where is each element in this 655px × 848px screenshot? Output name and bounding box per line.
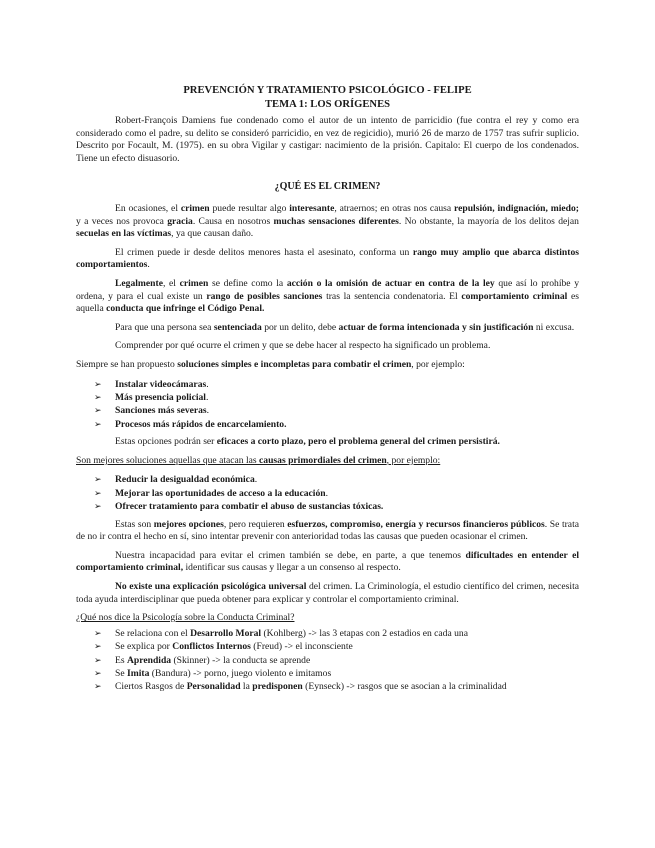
list-item: ➢ Más presencia policial. xyxy=(94,391,209,403)
arrow-bullet-icon: ➢ xyxy=(94,501,102,512)
arrow-bullet-icon: ➢ xyxy=(94,418,102,429)
list-item: ➢ Se explica por Conflictos Internos (Freud) -> el inconsciente xyxy=(94,641,353,653)
list-item: ➢ Se relaciona con el Desarrollo Moral (Kohlberg) -> las 3 etapas con 2 estadios en cada una xyxy=(94,627,468,639)
list-item: ➢ Ofrecer tratamiento para combatir el abuso de sustancias tóxicas. xyxy=(94,501,384,513)
arrow-bullet-icon: ➢ xyxy=(94,391,102,402)
list-item: ➢ Instalar videocámaras. xyxy=(94,378,209,390)
list-item: ➢ Es Aprendida (Skinner) -> la conducta se aprende xyxy=(94,654,311,666)
arrow-bullet-icon: ➢ xyxy=(94,641,102,652)
paragraph-10: Nuestra incapacidad para evitar el crimen también se debe, en parte, a que tenemos dificultades en entender el comportamiento criminal, identificar sus causas y llegar a un consenso al respecto. xyxy=(76,549,579,574)
arrow-bullet-icon: ➢ xyxy=(94,627,102,638)
document-subtitle: TEMA 1: LOS ORÍGENES xyxy=(264,99,391,110)
arrow-bullet-icon: ➢ xyxy=(94,681,102,692)
list-item: ➢ Sanciones más severas. xyxy=(94,405,210,417)
paragraph-4: Para que una persona sea sentenciada por un delito, debe actuar de forma intencionada y sin justificación ni excusa. xyxy=(115,321,575,333)
arrow-bullet-icon: ➢ xyxy=(94,654,102,665)
arrow-bullet-icon: ➢ xyxy=(94,487,102,498)
arrow-bullet-icon: ➢ xyxy=(94,378,102,389)
paragraph-2: El crimen puede ir desde delitos menores hasta el asesinato, conforma un rango muy amplio que abarca distintos comportamientos. xyxy=(76,246,579,271)
intro-paragraph: Robert-François Damiens fue condenado como el autor de un intento de parricidio (fue contra el rey y como era considerado como el padre, su delito se consideró parricidio, en vez de regicidio), murió 26 de marzo de 1757 tras sufrir suplicio. Descrito por Focault, M. (1975). en su obra Vigilar y castigar: nacimiento de la prisión. Capitalo: El cuerpo de los condenados. Tiene un efecto disuasorio. xyxy=(76,115,579,164)
list-item: ➢ Se Imita (Bandura) -> porno, juego violento e imitamos xyxy=(94,667,332,679)
paragraph-8: Son mejores soluciones aquellas que atacan las causas primordiales del crimen, por ejemplo: xyxy=(76,454,441,466)
better-solutions-list xyxy=(76,473,579,513)
paragraph-6: Siempre se han propuesto soluciones simples e incompletas para combatir el crimen, por ejemplo: xyxy=(76,358,465,370)
paragraph-1: En ocasiones, el crimen puede resultar algo interesante, atraernos; en otras nos causa repulsión, indignación, miedo; y a veces nos provoca gracia. Causa en nosotros muchas sensaciones diferentes. No obstante, la mayoría de los delitos dejan secuelas en las víctimas, ya que causan daño. xyxy=(76,202,579,240)
list-item: ➢ Reducir la desigualdad económica. xyxy=(94,474,258,486)
paragraph-5: Comprender por qué ocurre el crimen y que se debe hacer al respecto ha significado un problema. xyxy=(115,340,491,352)
list-item: ➢ Ciertos Rasgos de Personalidad la predisponen (Eynseck) -> rasgos que se asocian a la criminalidad xyxy=(94,681,507,693)
document-body xyxy=(76,84,579,699)
list-item: ➢ Procesos más rápidos de encarcelamiento. xyxy=(94,418,287,430)
paragraph-11: No existe una explicación psicológica universal del crimen. La Criminología, el estudio científico del crimen, necesita toda ayuda interdisciplinar que pueda obtener para explicar y controlar el comportamiento criminal. xyxy=(76,580,579,605)
list-item: ➢ Mejorar las oportunidades de acceso a la educación. xyxy=(94,487,329,499)
section-heading: ¿QUÉ ES EL CRIMEN? xyxy=(274,181,381,193)
psychology-question: ¿Qué nos dice la Psicología sobre la Conducta Criminal? xyxy=(76,612,295,624)
paragraph-7: Estas opciones podrán ser eficaces a corto plazo, pero el problema general del crimen persistirá. xyxy=(115,436,500,448)
arrow-bullet-icon: ➢ xyxy=(94,667,102,678)
document-title: PREVENCIÓN Y TRATAMIENTO PSICOLÓGICO - FELIPE xyxy=(183,85,472,96)
arrow-bullet-icon: ➢ xyxy=(94,474,102,485)
simple-solutions-list xyxy=(76,378,579,432)
paragraph-3: Legalmente, el crimen se define como la acción o la omisión de actuar en contra de la ley que así lo prohíbe y ordena, y para el cual existe un rango de posibles sanciones tras la sentencia condenatoria. El comportamiento criminal es aquella conducta que infringe el Código Penal. xyxy=(76,277,580,315)
psychology-list xyxy=(76,627,579,694)
paragraph-9: Estas son mejores opciones, pero requieren esfuerzos, compromiso, energía y recursos financieros públicos. Se trata de no ir contra el hecho en sí, sino intentar prevenir con anterioridad todas las causas que pueden ocasionar el crimen. xyxy=(76,518,579,543)
arrow-bullet-icon: ➢ xyxy=(94,405,102,416)
